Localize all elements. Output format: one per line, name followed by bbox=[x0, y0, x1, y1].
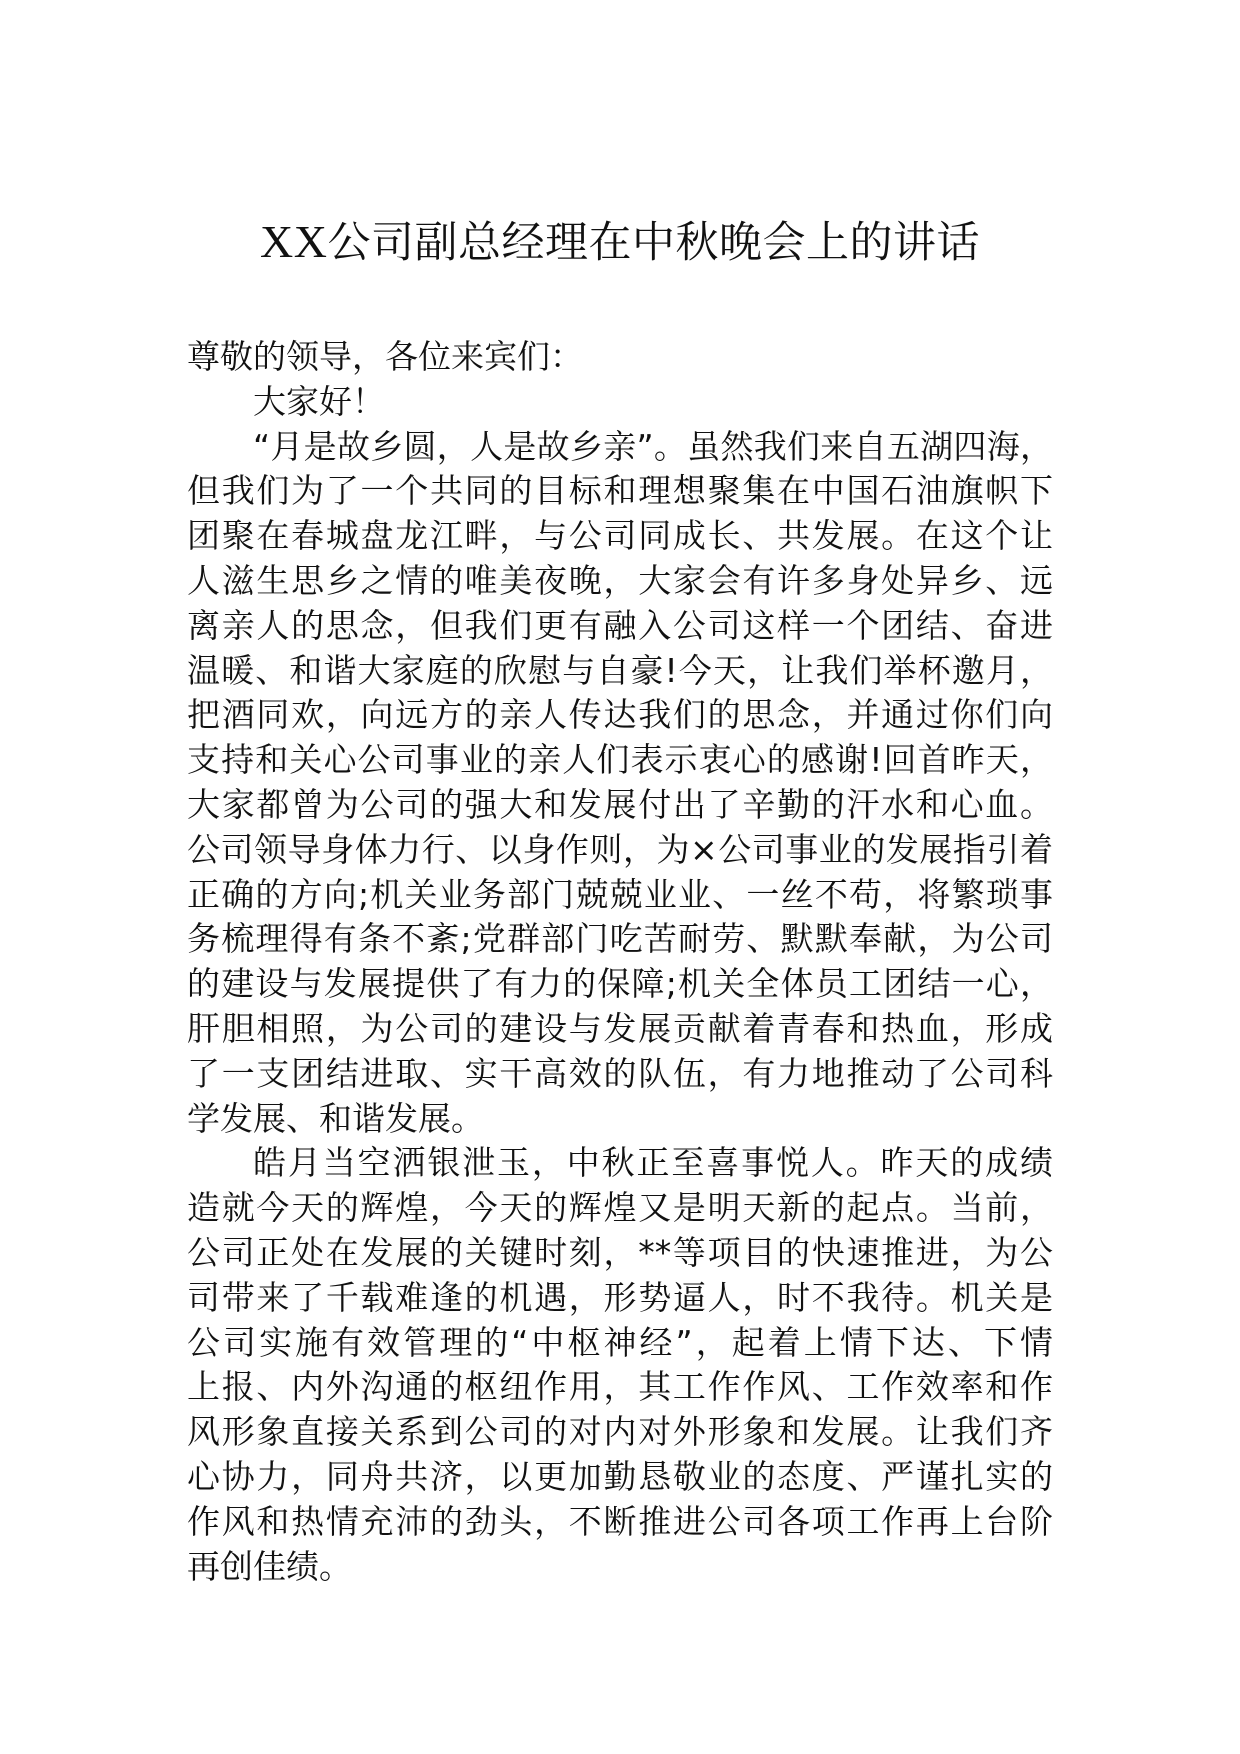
text-line: 公司领导身体力行、以身作则，为×公司事业的发展指引着 bbox=[187, 829, 1053, 869]
text-line: 心协力，同舟共济，以更加勤恳敬业的态度、严谨扎实的 bbox=[187, 1456, 1053, 1496]
document-body bbox=[187, 335, 1053, 1589]
text-line: 大家都曾为公司的强大和发展付出了辛勤的汗水和心血。 bbox=[187, 784, 1053, 824]
greeting-line: 大家好！ bbox=[253, 381, 385, 421]
title-prefix: XX bbox=[260, 216, 328, 267]
text-line: 温暖、和谐大家庭的欣慰与自豪!今天，让我们举杯邀月， bbox=[187, 650, 1053, 690]
title-text: 公司副总经理在中秋晚会上的讲话 bbox=[327, 218, 980, 268]
text-line: “月是故乡圆，人是故乡亲”。虽然我们来自五湖四海， bbox=[253, 426, 1053, 466]
text-line: 务梳理得有条不紊;党群部门吃苦耐劳、默默奉献，为公司 bbox=[187, 919, 1053, 959]
text-line: 了一支团结进取、实干高效的队伍，有力地推动了公司科 bbox=[187, 1053, 1053, 1093]
text-line: 正确的方向;机关业务部门兢兢业业、一丝不苟，将繁琐事 bbox=[187, 874, 1053, 914]
text-line: 人滋生思乡之情的唯美夜晚，大家会有许多身处异乡、远 bbox=[187, 560, 1053, 600]
text-line: 造就今天的辉煌，今天的辉煌又是明天新的起点。当前， bbox=[187, 1188, 1053, 1228]
text-line: 上报、内外沟通的枢纽作用，其工作作风、工作效率和作 bbox=[187, 1367, 1053, 1407]
text-line: 支持和关心公司事业的亲人们表示衷心的感谢!回首昨天， bbox=[187, 740, 1053, 780]
text-line: 团聚在春城盘龙江畔，与公司同成长、共发展。在这个让 bbox=[187, 516, 1053, 556]
text-line: 但我们为了一个共同的目标和理想聚集在中国石油旗帜下 bbox=[187, 471, 1053, 511]
text-line: 公司实施有效管理的“中枢神经”，起着上情下达、下情 bbox=[187, 1322, 1053, 1362]
text-line: 作风和热情充沛的劲头，不断推进公司各项工作再上台阶 bbox=[187, 1501, 1053, 1541]
greeting-paragraph bbox=[187, 380, 1053, 425]
text-line: 离亲人的思念，但我们更有融入公司这样一个团结、奋进 bbox=[187, 605, 1053, 645]
paragraph-1 bbox=[187, 425, 1053, 1142]
text-line: 风形象直接关系到公司的对内对外形象和发展。让我们齐 bbox=[187, 1412, 1053, 1452]
document-title bbox=[0, 214, 1240, 271]
paragraph-2 bbox=[187, 1141, 1053, 1589]
text-line: 把酒同欢，向远方的亲人传达我们的思念，并通过你们向 bbox=[187, 695, 1053, 735]
text-line: 的建设与发展提供了有力的保障;机关全体员工团结一心， bbox=[187, 964, 1053, 1004]
text-line: 再创佳绩。 bbox=[187, 1546, 352, 1586]
text-line: 学发展、和谐发展。 bbox=[187, 1098, 484, 1138]
text-line: 公司正处在发展的关键时刻，**等项目的快速推进，为公 bbox=[187, 1232, 1053, 1272]
text-line: 肝胆相照，为公司的建设与发展贡献着青春和热血，形成 bbox=[187, 1008, 1053, 1048]
text-line: 司带来了千载难逢的机遇，形势逼人，时不我待。机关是 bbox=[187, 1277, 1053, 1317]
salutation-paragraph bbox=[187, 335, 1053, 380]
text-line: 皓月当空洒银泄玉，中秋正至喜事悦人。昨天的成绩 bbox=[253, 1143, 1053, 1183]
salutation-line: 尊敬的领导，各位来宾们： bbox=[187, 337, 583, 376]
